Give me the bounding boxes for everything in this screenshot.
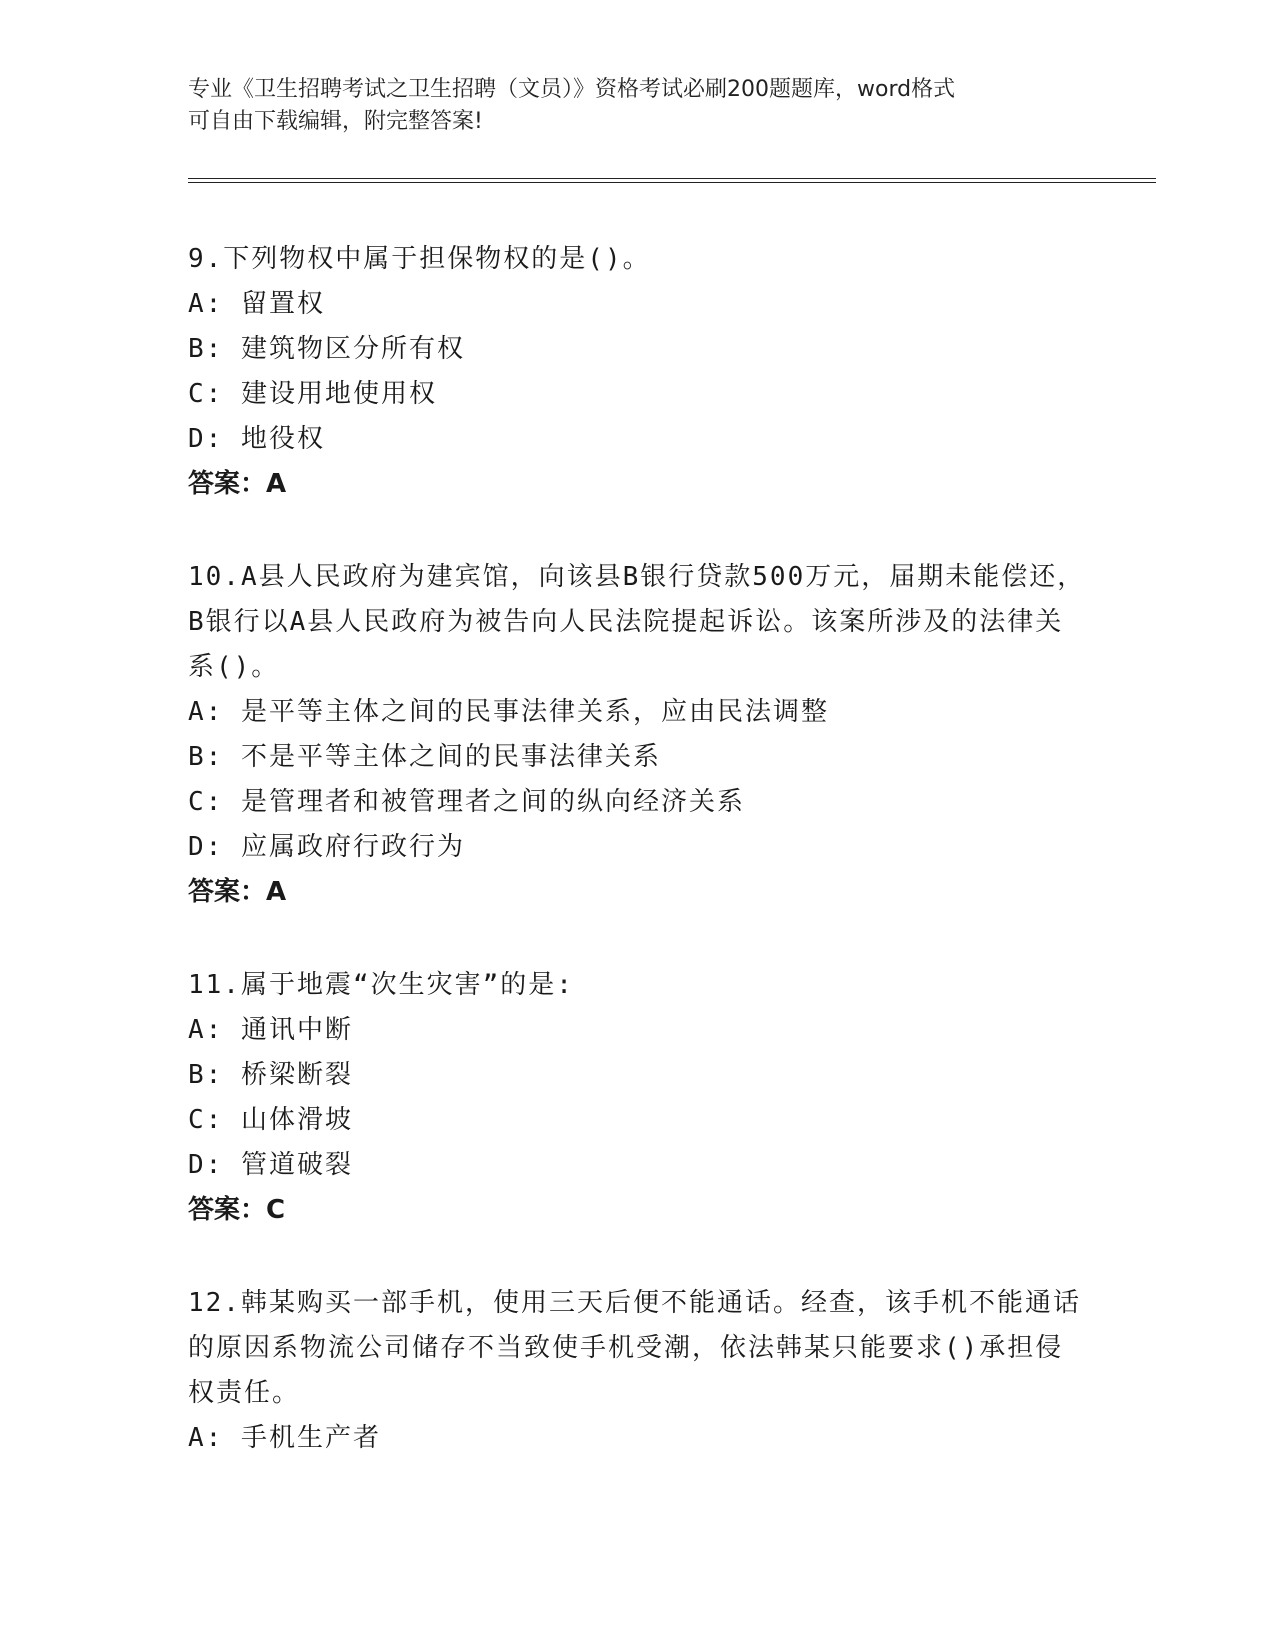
option-c: C: 山体滑坡: [188, 1105, 353, 1135]
option-b: B: 不是平等主体之间的民事法律关系: [188, 742, 661, 772]
option-a: A: 手机生产者: [188, 1423, 381, 1453]
question-list: [188, 237, 1088, 1509]
header-line-2: 可自由下载编辑，附完整答案!: [188, 109, 483, 134]
answer: 答案：C: [188, 1195, 286, 1225]
question-stem: 10.A县人民政府为建宾馆，向该县B银行贷款500万元，届期未能偿还，B银行以A县人民政府为被告向人民法院提起诉讼。该案所涉及的法律关系()。: [188, 562, 1086, 682]
option-b: B: 建筑物区分所有权: [188, 334, 465, 364]
answer: 答案：A: [188, 877, 287, 907]
option-b: B: 桥梁断裂: [188, 1060, 353, 1090]
option-d: D: 地役权: [188, 424, 325, 454]
document-header: [188, 74, 1088, 138]
answer: 答案：A: [188, 469, 287, 499]
option-d: D: 管道破裂: [188, 1150, 353, 1180]
option-c: C: 是管理者和被管理者之间的纵向经济关系: [188, 787, 745, 817]
option-a: A: 留置权: [188, 289, 325, 319]
question-12: [188, 1281, 1088, 1461]
question-11: [188, 963, 1088, 1233]
question-10: [188, 555, 1088, 915]
question-9: [188, 237, 1088, 507]
header-line-1: 专业《卫生招聘考试之卫生招聘（文员）》资格考试必刷200题题库，word格式: [188, 77, 956, 102]
option-c: C: 建设用地使用权: [188, 379, 437, 409]
option-a: A: 通讯中断: [188, 1015, 353, 1045]
question-stem: 9.下列物权中属于担保物权的是()。: [188, 244, 651, 274]
header-divider: [188, 178, 1156, 183]
option-a: A: 是平等主体之间的民事法律关系，应由民法调整: [188, 697, 829, 727]
option-d: D: 应属政府行政行为: [188, 832, 465, 862]
question-stem: 12.韩某购买一部手机，使用三天后便不能通话。经查，该手机不能通话的原因系物流公司储存不当致使手机受潮，依法韩某只能要求()承担侵权责任。: [188, 1288, 1081, 1408]
question-stem: 11.属于地震“次生灾害”的是:: [188, 970, 574, 1000]
